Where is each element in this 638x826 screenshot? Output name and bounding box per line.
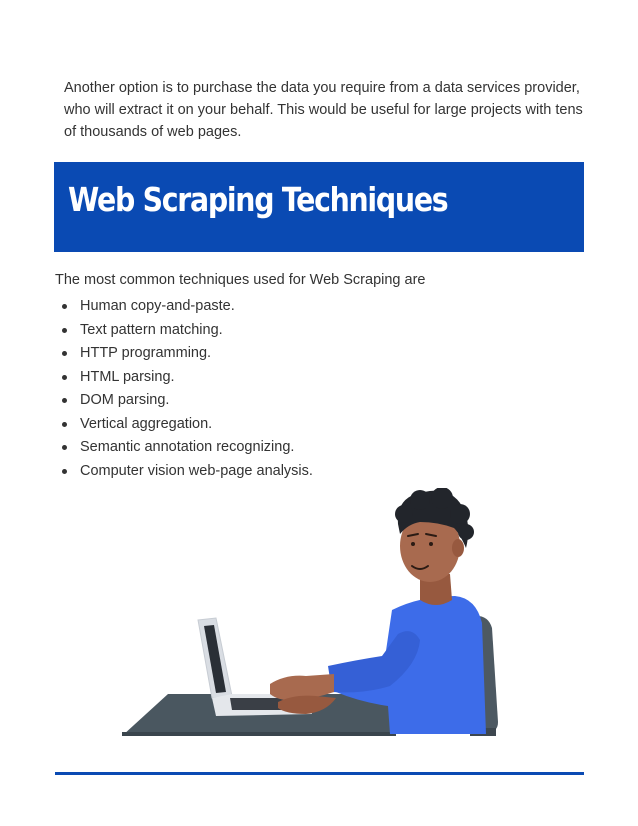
section-banner [54,162,584,252]
intro-paragraph: Another option is to purchase the data you require from a data services provider, who will extract it on your behalf. This would be useful for large projects with tens of thousands of web pages. [64,79,583,140]
footer-divider [55,772,584,775]
hair-curl [431,488,453,509]
list-item [62,319,313,343]
eye-icon [411,542,415,546]
section-title: Web Scraping Techniques [68,180,448,219]
list-item [62,413,313,437]
bullet-icon [62,398,67,403]
bullet-icon [62,445,67,450]
hair-curl [395,505,413,523]
ear-icon [452,539,464,557]
hair-curl [410,490,430,510]
hair-curl [450,504,470,524]
list-item-text: Computer vision web-page analysis. [80,462,313,479]
bullet-icon [62,328,67,333]
bullet-icon [62,375,67,380]
techniques-list [62,295,313,483]
list-item [62,436,313,460]
list-item-text: HTML parsing. [80,368,175,385]
desk-edge [122,732,396,736]
list-item [62,295,313,319]
list-item-text: Text pattern matching. [80,321,223,338]
bullet-icon [62,304,67,309]
list-item-text: Vertical aggregation. [80,415,213,432]
bullet-icon [62,469,67,474]
techniques-lead-text: The most common techniques used for Web Scraping are [55,272,426,288]
hair-curl [458,524,474,540]
bullet-icon [62,351,67,356]
list-item [62,460,313,484]
list-item [62,342,313,366]
list-item-text: DOM parsing. [80,392,170,408]
list-item-text: Semantic annotation recognizing. [80,439,295,455]
list-item [62,389,313,413]
bullet-icon [62,422,67,427]
eye-icon [429,542,433,546]
list-item-text: Human copy-and-paste. [80,298,235,314]
list-item-text: HTTP programming. [80,345,212,361]
person-typing-on-laptop-illustration [120,488,520,748]
list-item [62,366,313,390]
